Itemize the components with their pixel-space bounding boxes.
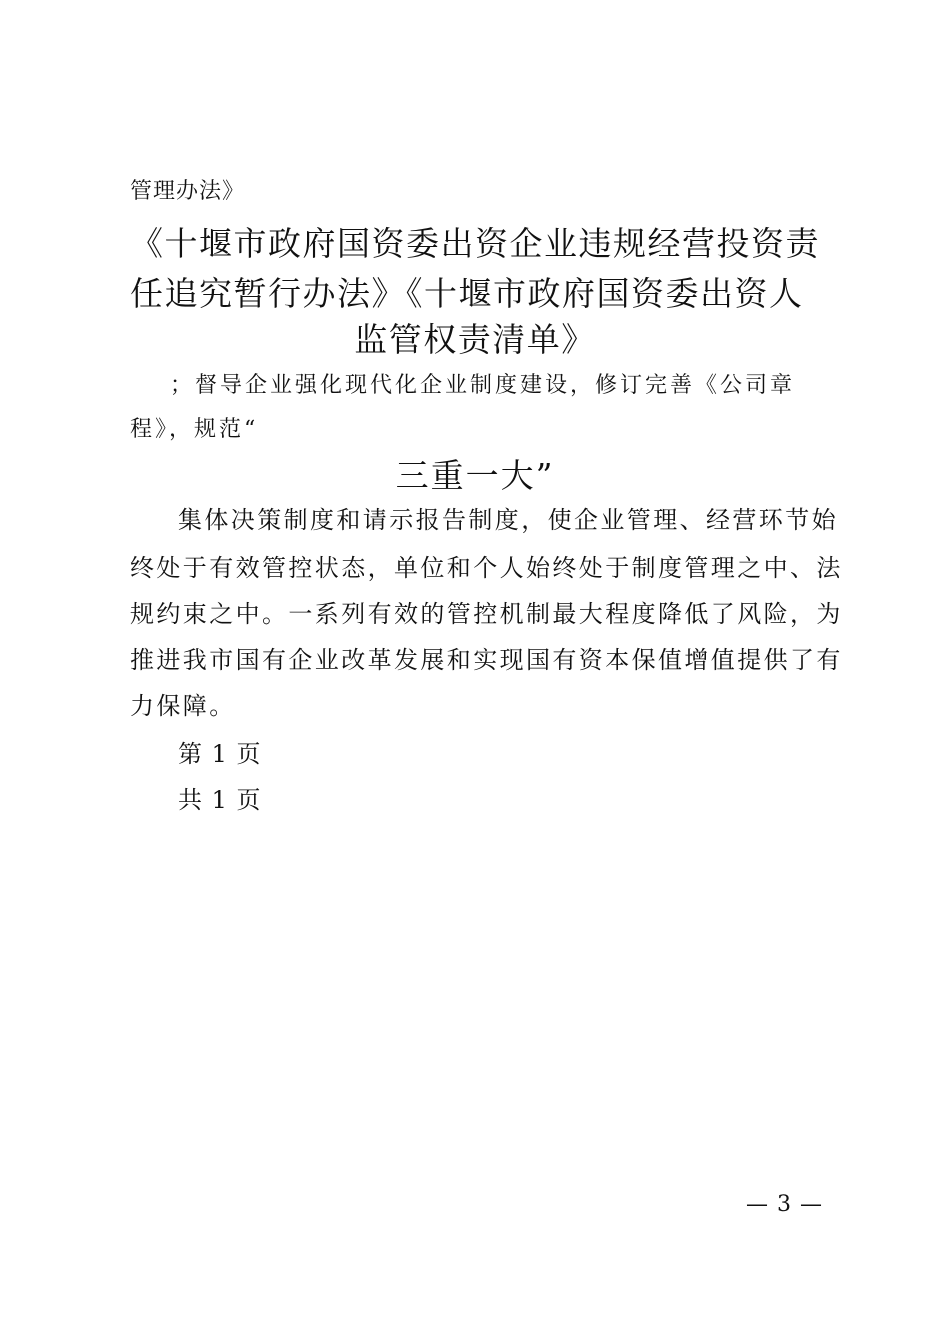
page-current-label: 第 1 页 <box>178 740 262 768</box>
heading-line-3: 监管权责清单》 <box>354 320 596 359</box>
body-line-4: 推进我市国有企业改革发展和实现国有资本保值增值提供了有 <box>130 646 843 674</box>
text-fragment: 管理办法》 <box>130 179 246 204</box>
paragraph-line-2: 程》，规范“ <box>130 417 259 442</box>
body-line-2: 终处于有效管控状态，单位和个人始终处于制度管理之中、法 <box>130 554 843 582</box>
body-line-3: 规约束之中。一系列有效的管控机制最大程度降低了风险，为 <box>130 600 843 628</box>
body-line-5: 力保障。 <box>130 692 236 720</box>
page-total-label: 共 1 页 <box>178 786 262 814</box>
big-phrase: 三重一大” <box>395 456 555 495</box>
heading-line-2: 任追究暂行办法》《十堰市政府国资委出资人 <box>130 274 804 313</box>
footer-page-number: — 3 — <box>746 1192 823 1217</box>
heading-line-1: 《十堰市政府国资委出资企业违规经营投资责 <box>130 224 820 263</box>
body-line-1: 集体决策制度和请示报告制度，使企业管理、经营环节始 <box>178 506 838 534</box>
paragraph-line-1: ；督导企业强化现代化企业制度建设，修订完善《公司章 <box>170 373 796 398</box>
